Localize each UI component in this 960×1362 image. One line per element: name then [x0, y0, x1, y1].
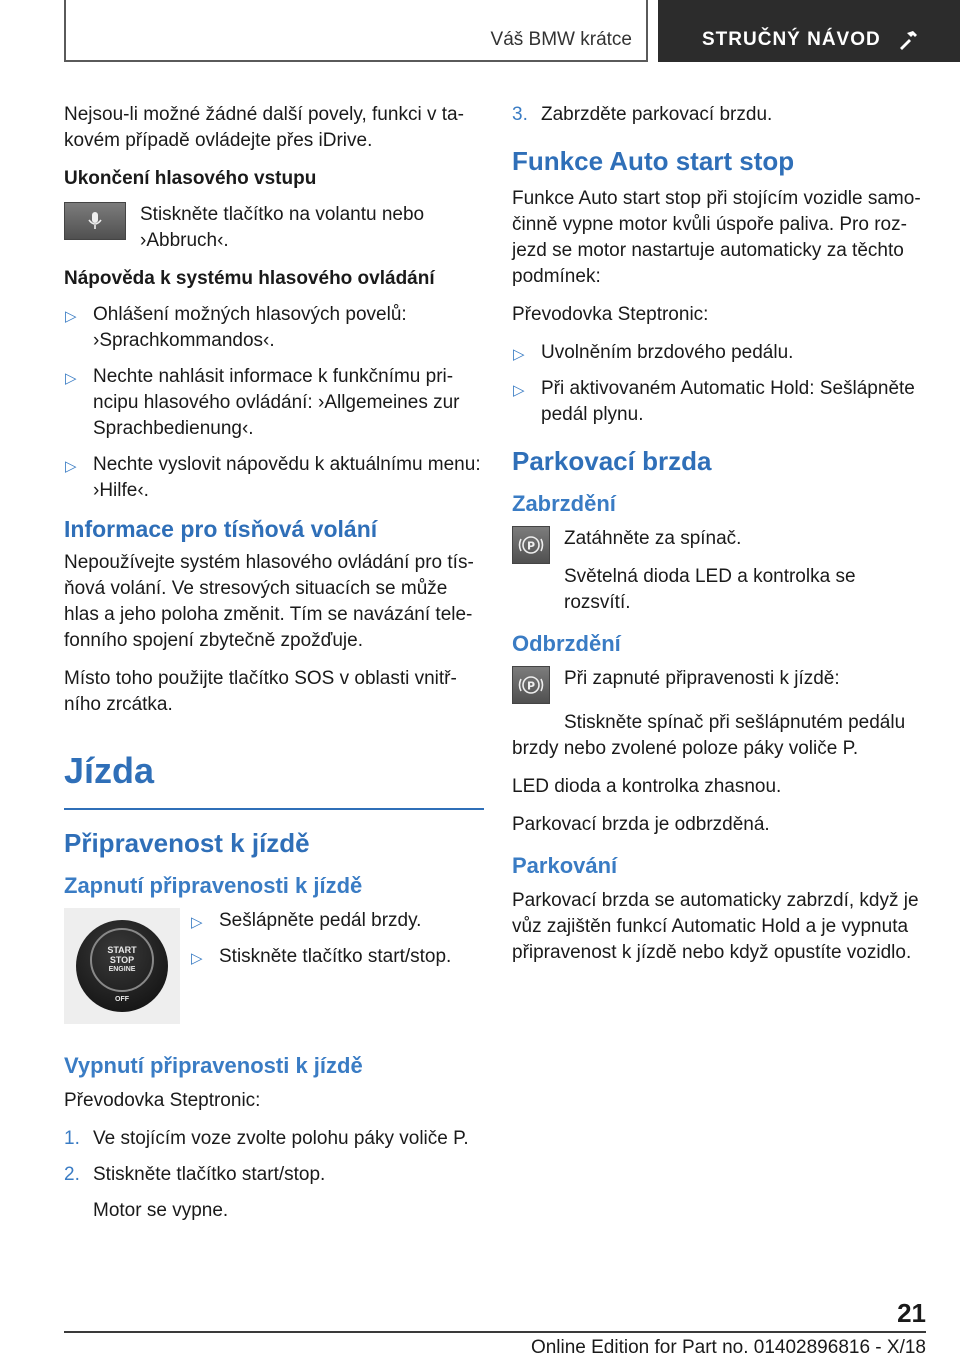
parking-heading: Parkování	[512, 853, 618, 878]
intro-text: Nejsou-li možné žádné další povely, funkci v ta-kovém případě ovládejte přes iDrive.	[64, 104, 464, 151]
list-item: ▷ Nechte nahlásit informace k funkčnímu pri-ncipu hlasového ovládání: ›Allgemeines zur Sprachbedienung‹.	[65, 366, 460, 439]
release-row	[512, 666, 926, 710]
switch-off-heading: Vypnutí připravenosti k jízdě	[64, 1053, 363, 1078]
release-text-3: LED dioda a kontrolka zhasnou.	[512, 776, 782, 797]
triangle-bullet-icon: ▷	[513, 382, 525, 399]
parking-brake-icon	[512, 526, 550, 564]
list-item: ▷ Sešlápněte pedál brzdy.	[190, 908, 490, 934]
auto-start-stop-list	[512, 340, 926, 428]
list-item: 1. Ve stojícím voze zvolte polohu páky voliče P.	[64, 1128, 469, 1149]
end-voice-heading: Ukončení hlasového vstupu	[64, 168, 317, 189]
list-item: 3. Zabrzděte parkovací brzdu.	[512, 104, 773, 125]
start-stop-button-image: START STOP ENGINE OFF	[64, 908, 180, 1024]
apply-heading: Zabrzdění	[512, 491, 616, 516]
switch-off-steps	[64, 1126, 484, 1188]
switch-on-heading: Zapnutí připravenosti k jízdě	[64, 873, 363, 898]
release-heading: Odbrzdění	[512, 631, 621, 656]
header-left-title: Váš BMW krátce	[490, 29, 632, 50]
parking-text: Parkovací brzda se automaticky zabrzdí, když je vůz zajištěn funkcí Automatic Hold a je vypnuta připravenost k jízdě nebo když opustíte vozidlo.	[512, 890, 919, 963]
switch-off-result: Motor se vypne.	[93, 1200, 229, 1221]
triangle-bullet-icon: ▷	[513, 346, 525, 363]
step-3-list	[512, 102, 926, 128]
auto-start-stop-text: Funkce Auto start stop při stojícím vozidle samo-činně vypne motor kvůli úspoře paliva. Pro roz-jezd se motor nastartuje automaticky za těchto podmínek:	[512, 188, 921, 287]
release-text-1: Při zapnuté připravenosti k jízdě:	[564, 668, 840, 689]
end-voice-text: Stiskněte tlačítko na volantu nebo ›Abbruch‹.	[140, 204, 425, 251]
list-item: ▷ Nechte vyslovit nápovědu k aktuálnímu menu: ›Hilfe‹.	[65, 454, 481, 501]
parking-brake-icon	[512, 666, 550, 704]
apply-text-1: Zatáhněte za spínač.	[564, 528, 742, 549]
svg-text:P: P	[526, 679, 536, 693]
apply-row	[512, 526, 926, 616]
svg-text:P: P	[526, 539, 536, 553]
header-left-tab	[64, 0, 648, 62]
switch-off-intro: Převodovka Steptronic:	[64, 1090, 261, 1111]
emergency-text-2: Místo toho použijte tlačítko SOS v oblasti vnitř-ního zrcátka.	[64, 668, 457, 715]
help-heading: Nápověda k systému hlasového ovládání	[64, 268, 435, 289]
triangle-bullet-icon: ▷	[191, 950, 203, 967]
footer-edition: Online Edition for Part no. 01402896816 - X/18	[530, 1337, 926, 1358]
emergency-text-1: Nepoužívejte systém hlasového ovládání pro tís-ňová volání. Ve stresových situacích se může hlas a jeho poloha změnit. Tím se navázání tele-fonního spojení zbytečně zpožďuje.	[64, 552, 474, 651]
triangle-bullet-icon: ▷	[65, 458, 77, 475]
microphone-icon	[64, 202, 126, 240]
help-list	[64, 302, 484, 504]
section-title: Jízda	[64, 748, 484, 810]
list-item: ▷ Při aktivovaném Automatic Hold: Sešlápněte pedál plynu.	[513, 378, 915, 425]
auto-start-stop-gearbox: Převodovka Steptronic:	[512, 304, 709, 325]
triangle-bullet-icon: ▷	[65, 370, 77, 387]
header-right-tab	[658, 0, 960, 62]
triangle-bullet-icon: ▷	[65, 308, 77, 325]
left-column	[64, 102, 484, 1236]
hammer-icon	[896, 28, 920, 52]
switch-on-list	[190, 908, 490, 980]
emergency-heading: Informace pro tísňová volání	[64, 516, 378, 542]
list-item: 2. Stiskněte tlačítko start/stop.	[64, 1164, 326, 1185]
apply-text-2: Světelná dioda LED a kontrolka se rozsvítí.	[564, 566, 856, 613]
list-item: ▷ Uvolněním brzdového pedálu.	[512, 340, 926, 366]
triangle-bullet-icon: ▷	[191, 914, 203, 931]
footer-divider	[64, 1331, 926, 1333]
parking-brake-title: Parkovací brzda	[512, 446, 712, 476]
list-item: ▷ Stiskněte tlačítko start/stop.	[190, 944, 490, 970]
readiness-title: Připravenost k jízdě	[64, 828, 310, 858]
auto-start-stop-heading: Funkce Auto start stop	[512, 146, 795, 176]
release-text-2: Stiskněte spínač při sešlápnutém pedálu brzdy nebo zvolené poloze páky voliče P.	[512, 712, 906, 759]
page-number: 21	[897, 1298, 926, 1328]
end-voice-row	[64, 202, 484, 254]
header-right-title: STRUČNÝ NÁVOD	[702, 29, 881, 50]
switch-on-block	[64, 908, 484, 1038]
release-text-4: Parkovací brzda je odbrzděná.	[512, 814, 770, 835]
right-column	[512, 102, 926, 978]
list-item: ▷ Ohlášení možných hlasových povelů: ›Sprachkommandos‹.	[65, 304, 407, 351]
